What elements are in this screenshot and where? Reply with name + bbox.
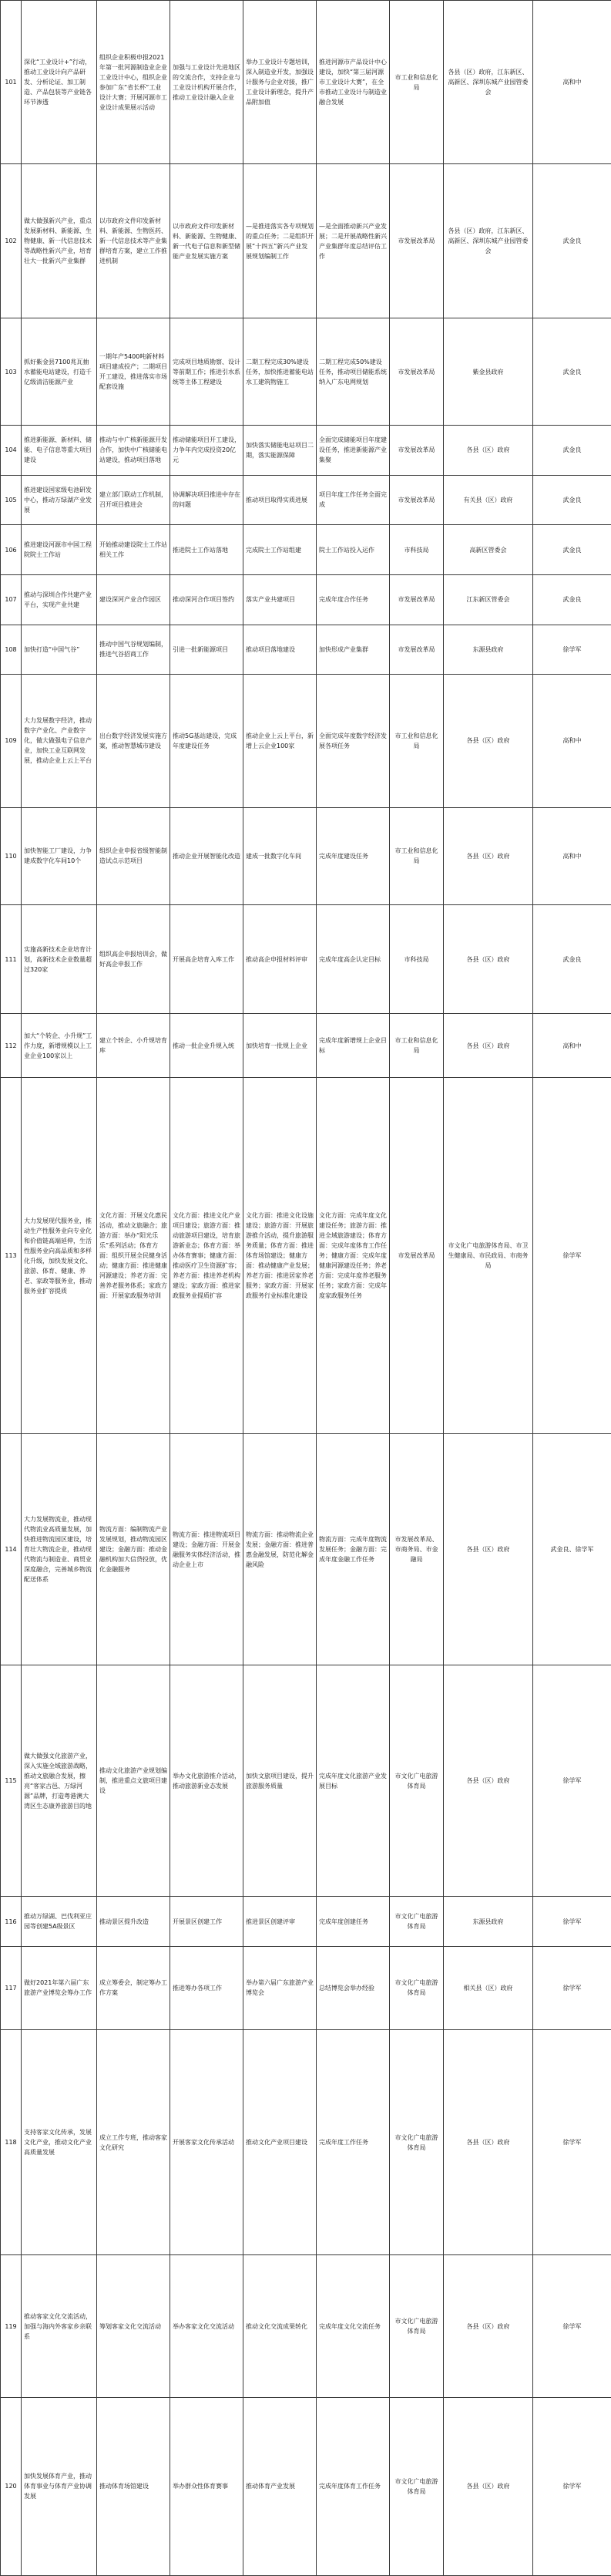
q3-cell: 二期工程完成30%建设任务，加快推进蓄能电站水工建筑物施工 xyxy=(243,318,317,426)
q1-cell: 物流方面：编制物流产业发展规划，推动物流园区建设；金融方面：推动金融机构加大信贷投放，优化金融服务 xyxy=(97,1434,170,1665)
table-row xyxy=(1,625,611,675)
cooperating-department-cell: 各县（区）政府，江东新区、高新区、深圳东城产业园管委会 xyxy=(444,164,533,318)
q3-cell: 推动文化交流成果转化 xyxy=(243,2255,317,2398)
row-number: 106 xyxy=(1,525,22,575)
q2-cell: 引进一批新能源项目 xyxy=(170,625,243,675)
q4-cell: 院士工作站投入运作 xyxy=(317,525,390,575)
responsible-leader-cell: 高和中 xyxy=(533,1014,611,1078)
cooperating-department-cell: 各县（区）政府 xyxy=(444,1434,533,1665)
q1-cell: 开始推动建设院士工作站相关工作 xyxy=(97,525,170,575)
row-number: 104 xyxy=(1,425,22,475)
responsible-leader-cell: 徐学军 xyxy=(533,1665,611,1897)
q4-cell: 全面完成年度数字经济发展各项任务 xyxy=(317,675,390,807)
cooperating-department-cell: 东源县政府 xyxy=(444,625,533,675)
cooperating-department-cell: 各县（区）政府 xyxy=(444,2397,533,2575)
responsible-leader-cell: 徐学军 xyxy=(533,1897,611,1947)
q3-cell: 建成一批数字化车间 xyxy=(243,807,317,904)
q3-cell: 推动文化产业项目建设 xyxy=(243,2029,317,2254)
task-cell: 实施高新技术企业培育计划，高新技术企业数量超过320家 xyxy=(22,904,97,1014)
row-number: 118 xyxy=(1,2029,22,2254)
lead-department-cell: 市文化广电旅游体育局 xyxy=(390,1947,444,2030)
cooperating-department-cell: 各县（区）政府 xyxy=(444,2029,533,2254)
table-row xyxy=(1,904,611,1014)
task-cell: 推进新能源、新材料、储能、电子信息等重大项目建设 xyxy=(22,425,97,475)
q3-cell: 推动企业上云上平台，新增上云企业100家 xyxy=(243,675,317,807)
lead-department-cell: 市文化广电旅游体育局 xyxy=(390,2397,444,2575)
q3-cell: 落实产业共建项目 xyxy=(243,574,317,625)
q2-cell: 以市政府文件印发新材料、新能源、生物健康、新一代电子信息和新型储能产业发展实施方案 xyxy=(170,164,243,318)
table-row xyxy=(1,2397,611,2575)
task-cell: 推进建设国家级电池研发中心，推动万绿湖产业发展 xyxy=(22,475,97,525)
lead-department-cell: 市文化广电旅游体育局 xyxy=(390,2255,444,2398)
table-row xyxy=(1,574,611,625)
row-number: 113 xyxy=(1,1078,22,1434)
responsible-leader-cell: 武金良 xyxy=(533,525,611,575)
responsible-leader-cell: 高和中 xyxy=(533,1,611,164)
responsible-leader-cell: 徐学军 xyxy=(533,2029,611,2254)
q3-cell: 物流方面：推动物流企业发展；金融方面：推进普惠金融发展，防范化解金融风险 xyxy=(243,1434,317,1665)
q4-cell: 完成年度文化旅游产业发展目标 xyxy=(317,1665,390,1897)
table-row xyxy=(1,1014,611,1078)
table-row xyxy=(1,1434,611,1665)
q3-cell: 推动项目落地建设 xyxy=(243,625,317,675)
q2-cell: 完成项目地质勘察、设计等前期工作；推进引水系统等主体工程建设 xyxy=(170,318,243,426)
q1-cell: 成立筹委会，制定筹办工作方案 xyxy=(97,1947,170,2030)
cooperating-department-cell: 各县（区）政府 xyxy=(444,675,533,807)
cooperating-department-cell: 江东新区管委会 xyxy=(444,574,533,625)
task-cell: 大力发展数字经济，推动数字产业化、产业数字化，做大做强电子信息产业，加快工业互联网发展，推动企业上云上平台 xyxy=(22,675,97,807)
q4-cell: 全面完成储能项目年度建设任务，推进新能源产业集聚 xyxy=(317,425,390,475)
q4-cell: 文化方面：完成年度文化建设任务；旅游方面：推进全域旅游建设；体育方面：完成年度体育工作任务；健康方面：完成年度健康河源建设任务；养老方面：完成年度养老服务任务；家政方面：完成年度家政服务任务 xyxy=(317,1078,390,1434)
lead-department-cell: 市发展改革局 xyxy=(390,318,444,426)
task-cell: 抓好紫金县7100兆瓦抽水蓄能电站建设，打造千亿级清洁能源产业 xyxy=(22,318,97,426)
responsible-leader-cell: 徐学军 xyxy=(533,625,611,675)
task-cell: 推动与深圳合作共建产业平台，实现产业共建 xyxy=(22,574,97,625)
cooperating-department-cell: 相关县（区）政府 xyxy=(444,1947,533,2030)
responsible-leader-cell: 徐学军 xyxy=(533,1947,611,2030)
lead-department-cell: 市发展改革局 xyxy=(390,574,444,625)
responsible-leader-cell: 武金良、徐学军 xyxy=(533,1434,611,1665)
table-row xyxy=(1,164,611,318)
q4-cell: 完成年度合作任务 xyxy=(317,574,390,625)
q2-cell: 推进筹办各项工作 xyxy=(170,1947,243,2030)
q3-cell: 推动项目取得实质进展 xyxy=(243,475,317,525)
task-cell: 加快智能工厂建设，力争建成数字化车间10个 xyxy=(22,807,97,904)
row-number: 108 xyxy=(1,625,22,675)
q2-cell: 推动企业开展智能化改造 xyxy=(170,807,243,904)
cooperating-department-cell: 各县（区）政府 xyxy=(444,807,533,904)
lead-department-cell: 市发展改革局 xyxy=(390,164,444,318)
q2-cell: 开展客家文化传承活动 xyxy=(170,2029,243,2254)
lead-department-cell: 市工业和信息化局 xyxy=(390,675,444,807)
q4-cell: 总结博览会举办经验 xyxy=(317,1947,390,2030)
q3-cell: 推动高企申报材料评审 xyxy=(243,904,317,1014)
task-cell: 大力发展现代服务业，推动生产性服务业向专业化和价值链高端延伸，生活性服务业向高品质和多样化升级，加快发展文化、旅游、体育、健康、养老、家政等服务业，推动服务业扩容提质 xyxy=(22,1078,97,1434)
cooperating-department-cell: 各县（区）政府，江东新区、高新区、深圳东城产业园管委会 xyxy=(444,1,533,164)
responsible-leader-cell: 武金良 xyxy=(533,574,611,625)
q4-cell: 完成年度体育工作任务 xyxy=(317,2397,390,2575)
responsible-leader-cell: 徐学军 xyxy=(533,2397,611,2575)
q2-cell: 推进院士工作站落地 xyxy=(170,525,243,575)
lead-department-cell: 市科技局 xyxy=(390,525,444,575)
table-row xyxy=(1,675,611,807)
table-row xyxy=(1,1,611,164)
lead-department-cell: 市发展改革局 xyxy=(390,475,444,525)
row-number: 117 xyxy=(1,1947,22,2030)
q3-cell: —是推进落实各专项规划的重点任务；二是组织开展“十四五”新兴产业发展规划编制工作 xyxy=(243,164,317,318)
cooperating-department-cell: 各县（区）政府 xyxy=(444,1665,533,1897)
responsible-leader-cell: 徐学军 xyxy=(533,2255,611,2398)
cooperating-department-cell: 市文化广电旅游体育局、市卫生健康局、市民政局、市商务局 xyxy=(444,1078,533,1434)
q2-cell: 推动深河合作项目签约 xyxy=(170,574,243,625)
q1-cell: 出台数字经济发展实施方案，推动智慧城市建设 xyxy=(97,675,170,807)
q4-cell: 完成年度文化交流任务 xyxy=(317,2255,390,2398)
q1-cell: 以市政府文件印发新材料、新能源、生物医药、新一代信息技术等产业集群培育方案，建立工作推进机制 xyxy=(97,164,170,318)
cooperating-department-cell: 有关县（区）政府 xyxy=(444,475,533,525)
q1-cell: 文化方面：开展文化惠民活动，推动文旅融合；旅游方面：举办“阳光乐乐”系列活动；体育方面：组织开展全民健身活动；健康方面：推进健康河源建设；养老方面：完善养老服务体系；家政方面：开展家政服务培训 xyxy=(97,1078,170,1434)
cooperating-department-cell: 各县（区）政府 xyxy=(444,904,533,1014)
q4-cell: 二期工程完成50%建设任务，推动项目储能系统纳入广东电网规划 xyxy=(317,318,390,426)
q1-cell: 一期年产5400吨新材料项目建成投产；二期项目开工建设，推进落实市场配套设施 xyxy=(97,318,170,426)
q3-cell: 文化方面：推进文化设施建设；旅游方面：开展旅游推介活动，提升旅游服务质量；体育方面：推进体育场馆建设；健康方面：推动健康产业发展；养老方面：推进居家养老服务；家政方面：开展家政服务行业标准化建设 xyxy=(243,1078,317,1434)
q4-cell: 完成年度创建任务 xyxy=(317,1897,390,1947)
responsible-leader-cell: 高和中 xyxy=(533,675,611,807)
lead-department-cell: 市发展改革局 xyxy=(390,1078,444,1434)
q1-cell: 推动与中广核新能源开发合作，加快中广核储能电站建设，推动项目落地 xyxy=(97,425,170,475)
q3-cell: 加快培育一批规上企业 xyxy=(243,1014,317,1078)
table-row xyxy=(1,475,611,525)
lead-department-cell: 市科技局 xyxy=(390,904,444,1014)
table-row xyxy=(1,2029,611,2254)
cooperating-department-cell: 各县（区）政府 xyxy=(444,1014,533,1078)
q3-cell: 推动体育产业发展 xyxy=(243,2397,317,2575)
task-cell: 深化“工业设计+”行动，推动工业设计向产品研发、分析论证、加工制造、产品包装等产业链各环节渗透 xyxy=(22,1,97,164)
row-number: 114 xyxy=(1,1434,22,1665)
lead-department-cell: 市发展改革局 xyxy=(390,625,444,675)
table-row xyxy=(1,1665,611,1897)
row-number: 101 xyxy=(1,1,22,164)
q1-cell: 推动体育场馆建设 xyxy=(97,2397,170,2575)
q1-cell: 推动景区提升改造 xyxy=(97,1897,170,1947)
q2-cell: 开展景区创建工作 xyxy=(170,1897,243,1947)
q2-cell: 开展高企培育入库工作 xyxy=(170,904,243,1014)
q1-cell: 建立部门联动工作机制，召开项目推进会 xyxy=(97,475,170,525)
table-row xyxy=(1,525,611,575)
q1-cell: 组织企业申报省级智能制造试点示范项目 xyxy=(97,807,170,904)
q4-cell: 推进河源市产品设计中心建设，加快“第三届河源市工业设计大赛”，在全市推动工业设计与制造业融合发展 xyxy=(317,1,390,164)
responsible-leader-cell: 武金良 xyxy=(533,904,611,1014)
task-cell: 推动客家文化交流活动，加强与海内外客家乡亲联系 xyxy=(22,2255,97,2398)
task-cell: 大力发展物流业，推动现代物流业高质量发展，加快推进物流园区建设，培育壮大物流企业，推动现代物流与制造业、商贸业深度融合，完善城乡物流配送体系 xyxy=(22,1434,97,1665)
q3-cell: 举办第六届广东旅游产业博览会 xyxy=(243,1947,317,2030)
responsible-leader-cell: 高和中 xyxy=(533,807,611,904)
q1-cell: 建立个转企、小升规培育库 xyxy=(97,1014,170,1078)
q4-cell: 项目年度工作任务全面完成 xyxy=(317,475,390,525)
row-number: 111 xyxy=(1,904,22,1014)
q4-cell: 完成年度新增规上企业目标 xyxy=(317,1014,390,1078)
row-number: 116 xyxy=(1,1897,22,1947)
cooperating-department-cell: 高新区管委会 xyxy=(444,525,533,575)
cooperating-department-cell: 各县（区）政府 xyxy=(444,2255,533,2398)
task-cell: 加快打造“中国气谷” xyxy=(22,625,97,675)
lead-department-cell: 市发展改革局、市商务局、市金融局 xyxy=(390,1434,444,1665)
row-number: 102 xyxy=(1,164,22,318)
row-number: 109 xyxy=(1,675,22,807)
q2-cell: 举办文化旅游推介活动，推动旅游新业态发展 xyxy=(170,1665,243,1897)
q4-cell: 完成年度工作任务 xyxy=(317,2029,390,2254)
responsible-leader-cell: 武金良 xyxy=(533,164,611,318)
table-row xyxy=(1,1947,611,2030)
q2-cell: 举办群众性体育赛事 xyxy=(170,2397,243,2575)
cooperating-department-cell: 紫金县政府 xyxy=(444,318,533,426)
q3-cell: 推进景区创建评审 xyxy=(243,1897,317,1947)
q3-cell: 加快文旅项目建设，提升旅游服务质量 xyxy=(243,1665,317,1897)
q2-cell: 举办客家文化交流活动 xyxy=(170,2255,243,2398)
q2-cell: 推动5G基站建设，完成年度建设任务 xyxy=(170,675,243,807)
cooperating-department-cell: 东源县政府 xyxy=(444,1897,533,1947)
q1-cell: 筹划客家文化交流活动 xyxy=(97,2255,170,2398)
task-cell: 做大做强新兴产业，重点发展新材料、新能源、生物健康、新一代信息技术等战略性新兴产业，培育壮大一批新兴产业集群 xyxy=(22,164,97,318)
q1-cell: 推动中国气谷规划编制，推进气谷招商工作 xyxy=(97,625,170,675)
row-number: 110 xyxy=(1,807,22,904)
lead-department-cell: 市文化广电旅游体育局 xyxy=(390,1897,444,1947)
q1-cell: 成立工作专班，推动客家文化研究 xyxy=(97,2029,170,2254)
q2-cell: 协调解决项目推进中存在的问题 xyxy=(170,475,243,525)
task-cell: 支持客家文化传承，发展文化产业，推动文化产业高质量发展 xyxy=(22,2029,97,2254)
q1-cell: 建设深河产业合作园区 xyxy=(97,574,170,625)
row-number: 120 xyxy=(1,2397,22,2575)
lead-department-cell: 市工业和信息化局 xyxy=(390,1014,444,1078)
table-row xyxy=(1,1078,611,1434)
lead-department-cell: 市文化广电旅游体育局 xyxy=(390,1665,444,1897)
q3-cell: 举办工业设计专题培训，深入制造业开发，加强设计服务与企业对接，推广工业设计新理念，提升产品附加值 xyxy=(243,1,317,164)
q1-cell: 组织高企申报培训会，做好高企申报工作 xyxy=(97,904,170,1014)
q1-cell: 组织企业积极申报2021年第一批河源制造业企业工业设计中心，组织企业参加广东“省长杯”工业设计大赛；开展河源市工业设计成果展示活动 xyxy=(97,1,170,164)
q1-cell: 推动文化旅游产业规划编制，推进重点文旅项目建设 xyxy=(97,1665,170,1897)
table-row xyxy=(1,425,611,475)
responsible-leader-cell: 徐学军 xyxy=(533,1078,611,1434)
task-cell: 做好2021年第六届广东旅游产业博览会筹办工作 xyxy=(22,1947,97,2030)
q2-cell: 文化方面：推进文化产业项目建设；旅游方面：推动旅游项目建设，培育旅游新业态；体育方面：举办体育赛事；健康方面：推动医疗卫生资源扩容；养老方面：推进养老机构建设；家政方面：推进家政服务业提质扩容 xyxy=(170,1078,243,1434)
responsible-leader-cell: 武金良 xyxy=(533,475,611,525)
row-number: 119 xyxy=(1,2255,22,2398)
lead-department-cell: 市发展改革局 xyxy=(390,425,444,475)
task-cell: 推进建设河源市中国工程院院士工作站 xyxy=(22,525,97,575)
row-number: 115 xyxy=(1,1665,22,1897)
q4-cell: —是全面推动新兴产业发展；二是开展战略性新兴产业集群年度总结评估工作 xyxy=(317,164,390,318)
q2-cell: 加强与工业设计先进地区的交流合作，支持企业与工业设计机构开展合作，推动工业设计融入企业 xyxy=(170,1,243,164)
task-cell: 做大做强文化旅游产业，深入实施全域旅游战略，推动文旅融合发展，擦亮“客家古邑、万绿河源”品牌，打造粤港澳大湾区生态康养旅游目的地 xyxy=(22,1665,97,1897)
q2-cell: 推动储能项目开工建设，力争年内完成投资20亿元 xyxy=(170,425,243,475)
q4-cell: 完成年度建设任务 xyxy=(317,807,390,904)
responsible-leader-cell: 武金良 xyxy=(533,425,611,475)
q3-cell: 完成院士工作站组建 xyxy=(243,525,317,575)
row-number: 105 xyxy=(1,475,22,525)
q4-cell: 完成年度高企认定目标 xyxy=(317,904,390,1014)
q2-cell: 推动一批企业升规入统 xyxy=(170,1014,243,1078)
table-row xyxy=(1,2255,611,2398)
row-number: 103 xyxy=(1,318,22,426)
row-number: 107 xyxy=(1,574,22,625)
q3-cell: 加快落实储能电站项目二期，落实能源保障 xyxy=(243,425,317,475)
table-row xyxy=(1,807,611,904)
q4-cell: 加快形成产业集群 xyxy=(317,625,390,675)
task-cell: 推动万绿湖、巴伐利亚庄园等创建5A级景区 xyxy=(22,1897,97,1947)
row-number: 112 xyxy=(1,1014,22,1078)
task-cell: 加快发展体育产业，推动体育事业与体育产业协调发展 xyxy=(22,2397,97,2575)
lead-department-cell: 市工业和信息化局 xyxy=(390,1,444,164)
cooperating-department-cell: 各县（区）政府 xyxy=(444,425,533,475)
table-row xyxy=(1,1897,611,1947)
lead-department-cell: 市文化广电旅游体育局 xyxy=(390,2029,444,2254)
task-cell: 加大“个转企、小升规”工作力度，新增规模以上工业企业100家以上 xyxy=(22,1014,97,1078)
table-row xyxy=(1,318,611,426)
lead-department-cell: 市工业和信息化局 xyxy=(390,807,444,904)
responsible-leader-cell: 武金良 xyxy=(533,318,611,426)
q4-cell: 物流方面：完成年度物流发展任务；金融方面：完成年度金融工作任务 xyxy=(317,1434,390,1665)
q2-cell: 物流方面：推进物流项目建设；金融方面：开展金融服务实体经济活动，推动企业上市 xyxy=(170,1434,243,1665)
